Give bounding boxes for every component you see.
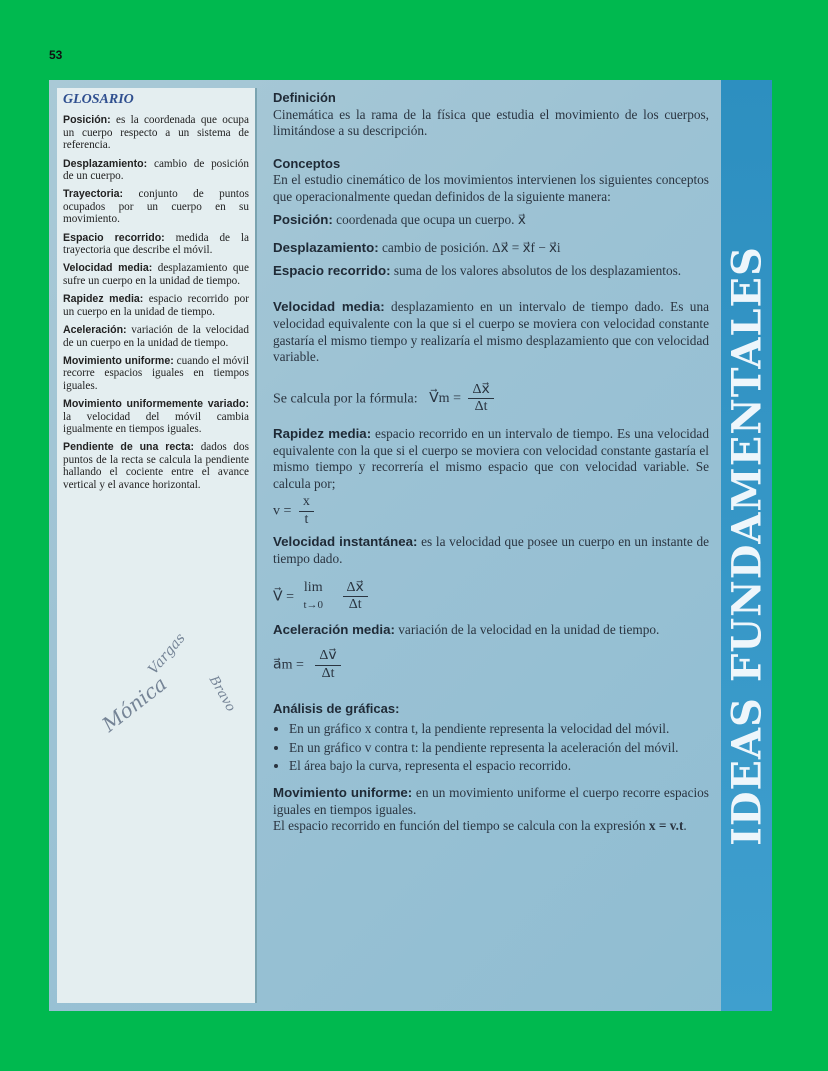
mu-term: Movimiento uniforme: [273, 785, 413, 800]
rapidez-formula [273, 494, 709, 528]
velocidad-media-text: desplazamiento en un intervalo de tiempo dado. Es una velocidad equivalente con la que si el cuerpo se moviera con velocidad constante gastaría el mismo tiempo y realizaría el mismo desplazamiento que con velocidad variable. [273, 299, 709, 365]
aceleracion-term: Aceleración media: [273, 621, 395, 637]
movimiento-uniforme-para [273, 785, 709, 818]
glossary-item [63, 398, 249, 435]
glossary-item [63, 188, 249, 225]
conceptos-title: Conceptos [273, 155, 341, 171]
aceleracion-formula [273, 648, 709, 682]
rapidez-fraction [299, 494, 314, 528]
espacio-text: suma de los valores absolutos de los desplazamientos. [390, 262, 682, 278]
glossary-definition: medida de la trayectoria que describe el móvil. [63, 231, 249, 257]
vinst-limit [303, 580, 323, 613]
glossary-item [63, 114, 249, 151]
rapidez-term: Rapidez media: [273, 425, 372, 441]
glossary-term: Trayectoria: [63, 188, 124, 201]
vmedia-den: Δt [474, 399, 488, 415]
analisis-title: Análisis de gráficas: [273, 700, 400, 716]
vinst-text: es la velocidad que posee un cuerpo en un instante de tiempo dado. [273, 534, 709, 567]
glossary-definition: cambio de posición de un cuerpo. [63, 157, 249, 183]
acel-fraction [315, 648, 340, 682]
vmedia-lhs: V⃗m = [429, 391, 461, 407]
glossary-term: Posición: [63, 114, 111, 127]
desplazamiento-term: Desplazamiento: [273, 240, 379, 256]
desplazamiento-formula: Δx⃗ = x⃗f − x⃗i [492, 240, 561, 256]
analisis-list [273, 721, 709, 775]
posicion-term: Posición: [273, 211, 333, 227]
glossary-definition: variación de la velocidad de un cuerpo en la unidad de tiempo. [63, 324, 249, 349]
glossary-definition: es la coordenada que ocupa un cuerpo respecto a un sistema de referencia. [63, 114, 249, 152]
aceleracion-para [273, 622, 709, 639]
handwriting-surname: Vargas [145, 630, 189, 678]
conceptos-text: En el estudio cinemático de los movimientos intervienen los siguientes conceptos que operacionalmente quedan definidos de la siguiente manera: [273, 172, 709, 204]
rapidez-text: espacio recorrido en un intervalo de tiempo. Es una velocidad equivalente con la que si el cuerpo se moviera con velocidad constante gastaría el mismo tiempo y recorrería el mismo espacio que con velocidad variable. Se calcula por; [273, 425, 709, 491]
vinst-den: Δt [348, 597, 362, 613]
desplazamiento-para [273, 240, 709, 257]
acel-den: Δt [321, 666, 335, 682]
handwriting-name: Mónica [97, 671, 172, 737]
glossary-definition: dados dos puntos de la recta se calcula la pendiente hallando el cociente entre el avance vertical y el avance horizontal. [63, 441, 249, 491]
mu-end: . [683, 818, 687, 834]
desplazamiento-text: cambio de posición. [378, 240, 489, 256]
vinst-term: Velocidad instantánea: [273, 534, 418, 550]
glossary-item [63, 158, 249, 183]
definicion-title: Definición [273, 90, 336, 105]
glossary-definition: espacio recorrido por un cuerpo en la unidad de tiempo. [63, 293, 249, 318]
glossary-definition: cuando el móvil recorre espacios iguales en tiempos iguales. [63, 354, 249, 392]
rapidez-num: x [299, 494, 314, 512]
acel-num: Δv⃗ [315, 648, 340, 666]
rapidez-para [273, 426, 709, 492]
rapidez-den: t [304, 511, 309, 527]
glossary-item [63, 232, 249, 257]
vinst-num: Δx⃗ [343, 580, 368, 598]
glossary-term: Velocidad media: [63, 262, 153, 275]
definicion-text: Cinemática es la rama de la física que estudia el movimiento de los cuerpos, limitándose a su descripción. [273, 106, 709, 139]
glossary-list [63, 114, 249, 491]
vinst-formula [273, 580, 709, 614]
posicion-symbol: x⃗ [517, 211, 526, 227]
glossary-panel [57, 88, 257, 1003]
rapidez-lhs: v = [273, 503, 292, 519]
glossary-definition: la velocidad del móvil cambia igualmente en tiempos iguales. [63, 410, 249, 435]
glossary-title: GLOSARIO [63, 92, 134, 107]
glossary-term: Pendiente de una recta: [63, 441, 195, 454]
glossary-item [63, 441, 249, 491]
mu-text: en un movimiento uniforme el cuerpo recorre espacios iguales en tiempos iguales. [273, 785, 709, 817]
posicion-para [273, 212, 709, 229]
glossary-term: Rapidez media: [63, 293, 144, 306]
list-item: • En un gráfico x contra t, la pendiente representa la velocidad del móvil. [289, 721, 709, 738]
glossary-item [63, 324, 249, 349]
page-number: 53 [49, 48, 63, 62]
glossary-term: Aceleración: [63, 324, 127, 337]
espacio-para [273, 263, 709, 280]
glossary-item [63, 355, 249, 392]
glossary-definition: desplazamiento que sufre un cuerpo en la unidad de tiempo. [63, 262, 249, 287]
glossary-term: Movimiento uniforme: [63, 354, 174, 367]
vertical-banner [721, 80, 772, 1011]
glossary-term: Espacio recorrido: [63, 231, 165, 244]
vinst-lhs: V⃗ = [273, 588, 294, 604]
velocidad-instantanea-para [273, 534, 709, 567]
vinst-fraction [343, 580, 368, 614]
handwriting-surname-2: Bravo [205, 673, 239, 715]
movimiento-uniforme-expr [273, 818, 709, 835]
vmedia-num: Δx⃗ [468, 382, 493, 400]
formula-label: Se calcula por la fórmula: [273, 391, 418, 407]
mu-formula: x = v.t [648, 818, 684, 834]
velocidad-media-term: Velocidad media: [273, 299, 385, 315]
velocidad-media-para [273, 299, 709, 365]
main-content [273, 90, 709, 835]
glossary-definition: conjunto de puntos ocupados por un cuerpo en su movimiento. [63, 188, 249, 226]
glossary-item [63, 293, 249, 318]
glossary-item [63, 262, 249, 287]
vinst-lim-sub: t→0 [303, 598, 324, 611]
list-item: • En un gráfico v contra t: la pendiente representa la aceleración del móvil. [289, 740, 709, 757]
velocidad-media-formula [273, 382, 709, 416]
textbook-page-photo [49, 80, 772, 1011]
list-item: • El área bajo la curva, representa el espacio recorrido. [289, 758, 709, 775]
acel-lhs: a⃗m = [273, 657, 304, 673]
aceleracion-text: variación de la velocidad en la unidad de tiempo. [394, 621, 660, 637]
posicion-text: coordenada que ocupa un cuerpo. [332, 211, 515, 227]
vinst-lim: lim [303, 580, 323, 596]
glossary-term: Desplazamiento: [63, 157, 148, 170]
vmedia-fraction [468, 382, 493, 416]
glossary-term: Movimiento uniformemente variado: [63, 398, 249, 411]
vertical-title: IDEAS FUNDAMENTALES [723, 245, 770, 846]
espacio-term: Espacio recorrido: [273, 262, 391, 278]
mu-text2: El espacio recorrido en función del tiempo se calcula con la expresión [273, 818, 649, 834]
